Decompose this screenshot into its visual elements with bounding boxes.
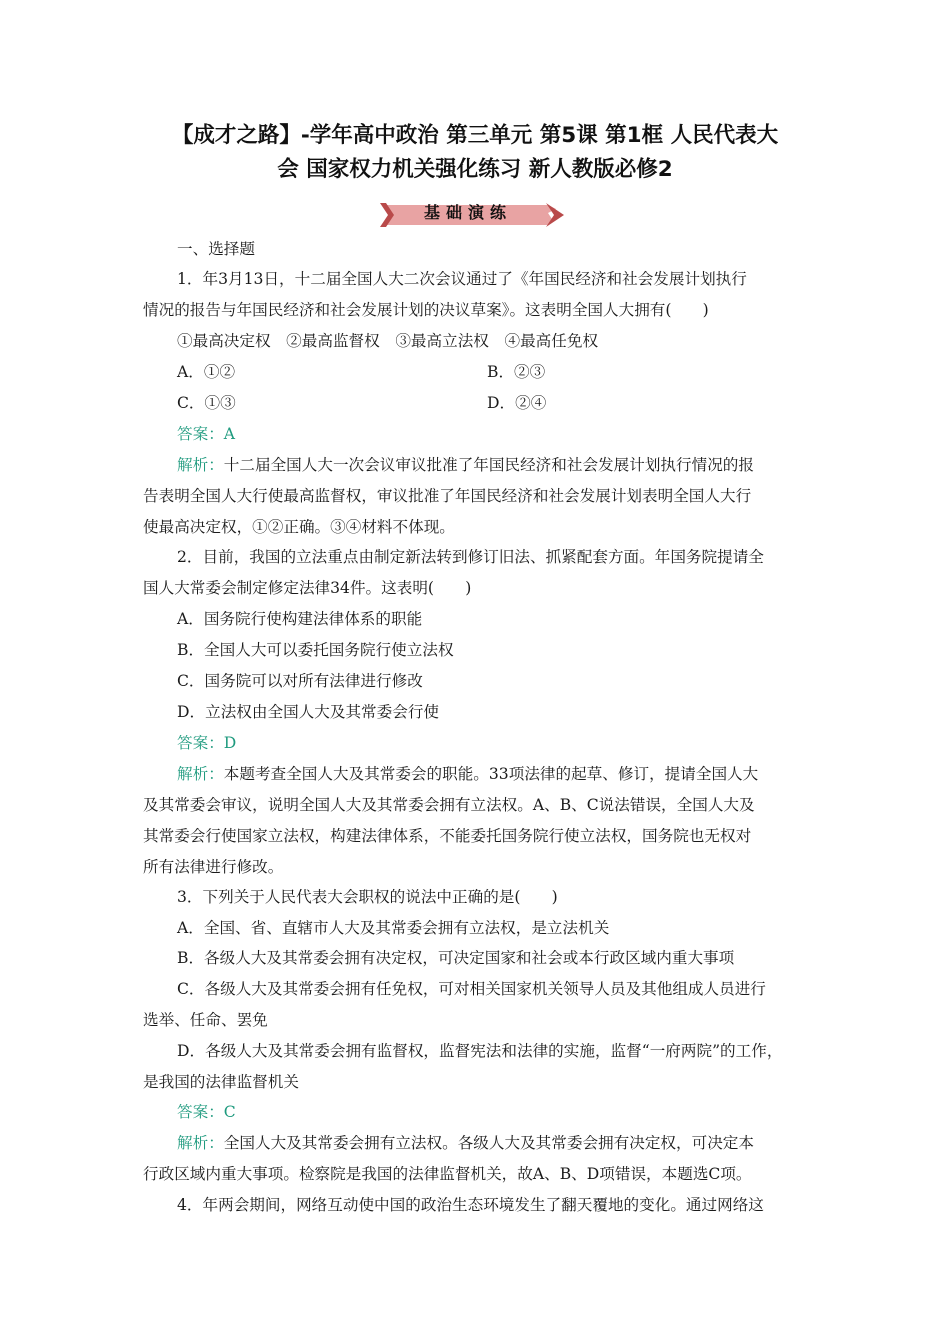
section-heading: 一、选择题 [177,240,255,258]
q3-option-a: A．全国、省、直辖市人大及其常委会拥有立法权，是立法机关 [177,919,610,937]
q1-analysis-line-3: 使最高决定权，①②正确。③④材料不体现。 [143,518,455,536]
analysis-label: 解析： [177,765,224,783]
q2-analysis-line-1 [177,763,758,785]
answer-value: A [223,425,236,443]
q2-option-b: B．全国人大可以委托国务院行使立法权 [177,641,454,659]
q1-items: ①最高决定权 ②最高监督权 ③最高立法权 ④最高任免权 [177,332,599,350]
answer-value: D [223,734,237,752]
answer-label: 答案： [177,1103,224,1121]
analysis-text: 全国人大及其常委会拥有立法权。各级人大及其常委会拥有决定权，可决定本 [223,1134,754,1152]
q2-option-d: D．立法权由全国人大及其常委会行使 [177,703,440,721]
q3-option-b: B．各级人大及其常委会拥有决定权，可决定国家和社会或本行政区域内重大事项 [177,949,735,967]
q3-answer [177,1101,236,1123]
analysis-text: 十二届全国人大一次会议审议批准了年国民经济和社会发展计划执行情况的报 [223,456,754,474]
q2-analysis-line-3: 其常委会行使国家立法权，构建法律体系，不能委托国务院行使立法权，国务院也无权对 [143,827,752,845]
answer-label: 答案： [177,425,224,443]
q1-option-d: D．②④ [487,394,547,412]
q1-stem-line-1: 1．年3月13日，十二届全国人大二次会议通过了《年国民经济和社会发展计划执行 [177,270,747,288]
answer-label: 答案： [177,734,224,752]
q3-option-c-line-1: C．各级人大及其常委会拥有任免权，可对相关国家机关领导人员及其他组成人员进行 [177,980,766,998]
analysis-label: 解析： [177,1134,224,1152]
q3-option-c-line-2: 选举、任命、罢免 [143,1011,268,1029]
q4-stem-line-1: 4．年两会期间，网络互动使中国的政治生态环境发生了翻天覆地的变化。通过网络这 [177,1196,764,1214]
q1-option-b: B．②③ [487,363,546,381]
q1-answer [177,423,235,445]
q2-answer [177,732,236,754]
q1-option-a: A．①② [177,363,236,381]
analysis-label: 解析： [177,456,224,474]
q1-analysis-line-1 [177,454,754,476]
q3-stem: 3．下列关于人民代表大会职权的说法中正确的是( ) [177,888,558,906]
q2-stem-line-2: 国人大常委会制定修定法律34件。这表明( ) [143,579,472,597]
q3-option-d-line-2: 是我国的法律监督机关 [143,1073,299,1091]
q2-analysis-line-4: 所有法律进行修改。 [143,858,284,876]
q1-option-c: C．①③ [177,394,236,412]
q3-analysis-line-2: 行政区域内重大事项。检察院是我国的法律监督机关，故A、B、D项错误，本题选C项。 [143,1165,752,1183]
q1-analysis-line-2: 告表明全国人大行使最高监督权，审议批准了年国民经济和社会发展计划表明全国人大行 [143,487,752,505]
q2-stem-line-1: 2．目前，我国的立法重点由制定新法转到修订旧法、抓紧配套方面。年国务院提请全 [177,548,764,566]
analysis-text: 本题考查全国人大及其常委会的职能。33项法律的起草、修订，提请全国人大 [223,765,759,783]
q2-option-c: C．国务院可以对所有法律进行修改 [177,672,423,690]
answer-value: C [223,1103,236,1121]
section-banner-label: 基础演练 [423,203,512,222]
q2-option-a: A．国务院行使构建法律体系的职能 [177,610,423,628]
document-title-line-1: 【成才之路】-学年高中政治 第三单元 第5课 第1框 人民代表大 [171,123,779,148]
document-title-line-2: 会 国家权力机关强化练习 新人教版必修2 [277,157,673,182]
section-banner [378,199,568,229]
q3-option-d-line-1: D．各级人大及其常委会拥有监督权，监督宪法和法律的实施，监督“一府两院”的工作， [177,1042,783,1060]
q3-analysis-line-1 [177,1132,754,1154]
q1-stem-line-2: 情况的报告与年国民经济和社会发展计划的决议草案》。这表明全国人大拥有( ) [143,301,709,319]
q2-analysis-line-2: 及其常委会审议，说明全国人大及其常委会拥有立法权。A、B、C说法错误，全国人大及 [143,796,755,814]
